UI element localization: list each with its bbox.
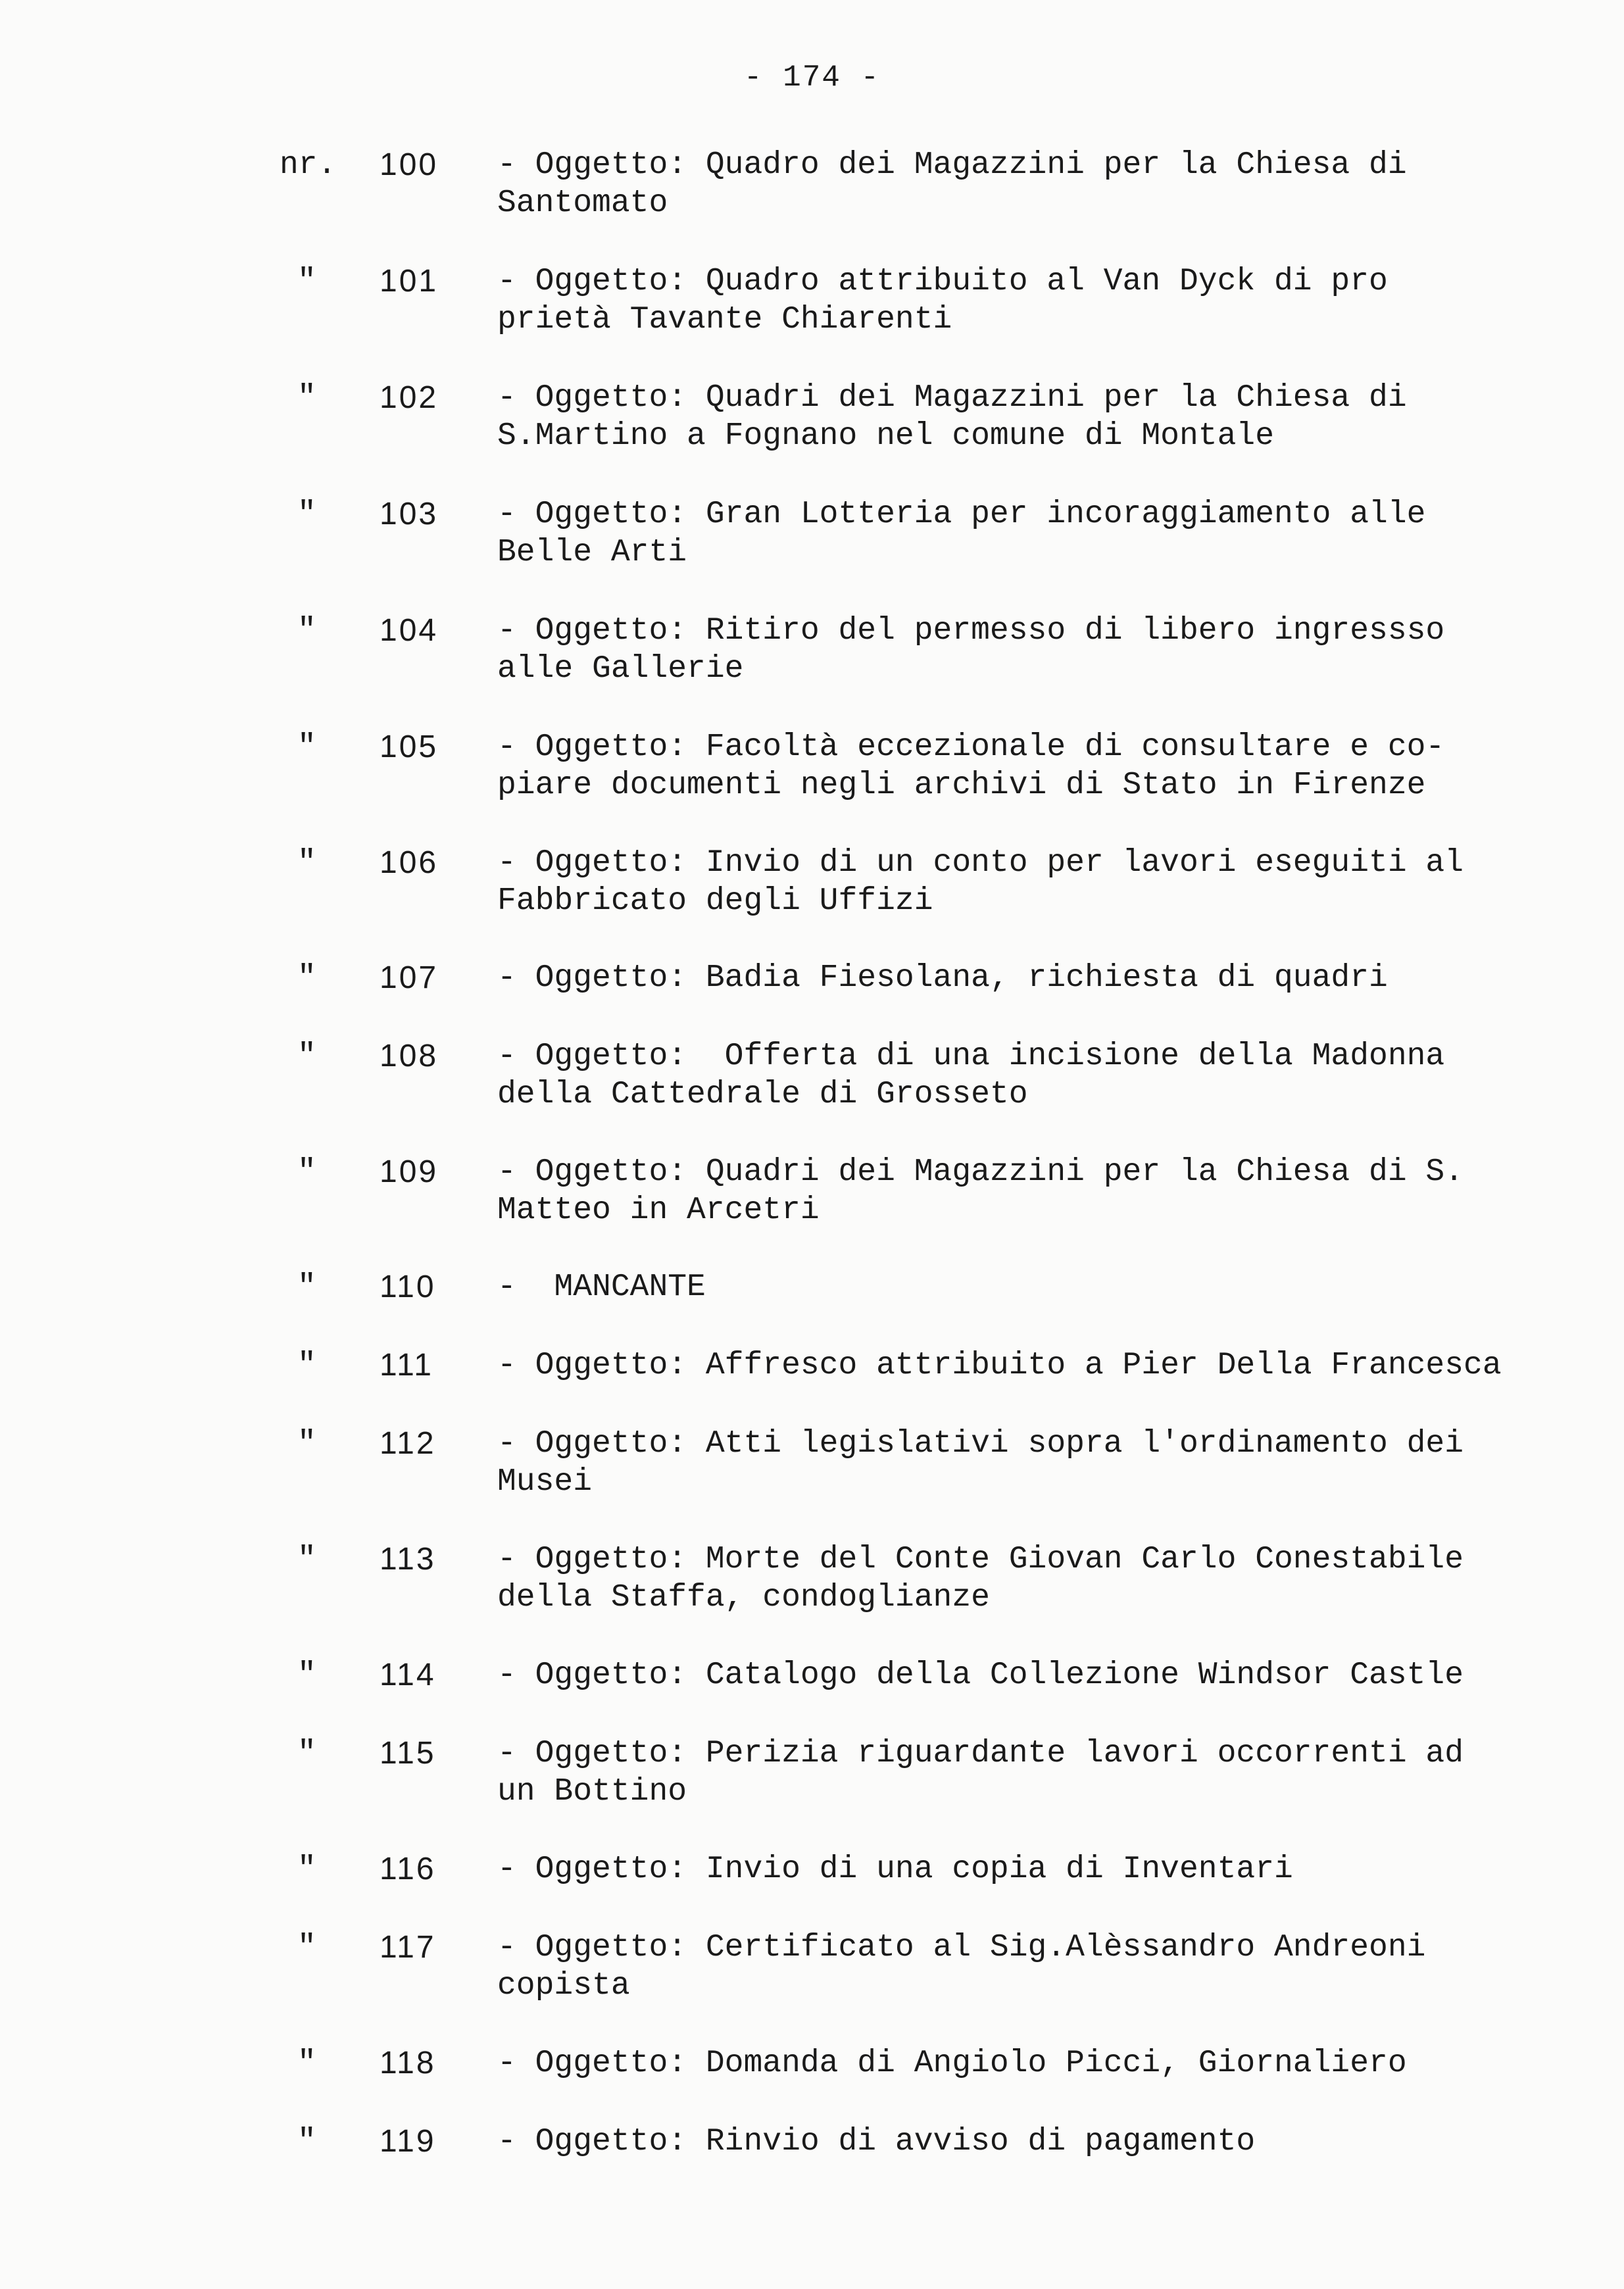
entry-number: 108 bbox=[380, 1039, 439, 1073]
entry-subject: - Oggetto: Invio di una copia di Inventari bbox=[497, 1852, 1293, 1887]
entry-subject: - Oggetto: Certificato al Sig.Alèssandro Andreoni bbox=[497, 1930, 1426, 1965]
ditto-mark: " bbox=[297, 1852, 316, 1887]
ditto-mark: " bbox=[297, 729, 316, 765]
entry-number: 118 bbox=[380, 2046, 436, 2080]
entry-number: 116 bbox=[380, 1852, 436, 1886]
entry-number: 101 bbox=[380, 264, 439, 299]
entry-number: 117 bbox=[380, 1930, 436, 1965]
ditto-mark: " bbox=[297, 845, 316, 881]
entry-subject-continuation: alle Gallerie bbox=[497, 651, 744, 687]
ditto-mark: " bbox=[297, 1930, 316, 1965]
ditto-mark: " bbox=[297, 1039, 316, 1074]
entry-number: 114 bbox=[380, 1658, 436, 1692]
entry-number: 113 bbox=[380, 1542, 436, 1577]
entry-number: 105 bbox=[380, 729, 439, 764]
ditto-mark: " bbox=[297, 1658, 316, 1693]
ditto-mark: " bbox=[297, 1542, 316, 1577]
entry-number: 100 bbox=[380, 147, 439, 182]
ditto-mark: " bbox=[297, 1426, 316, 1462]
entry-subject-continuation: piare documenti negli archivi di Stato in Firenze bbox=[497, 768, 1426, 803]
entry-number: 102 bbox=[380, 380, 439, 415]
ditto-mark: " bbox=[297, 264, 316, 299]
ditto-mark: " bbox=[297, 380, 316, 416]
entry-subject: - Oggetto: Rinvio di avviso di pagamento bbox=[497, 2124, 1256, 2159]
entry-subject: - Oggetto: Quadro dei Magazzini per la Chiesa di bbox=[497, 147, 1407, 183]
entry-subject: - Oggetto: Badia Fiesolana, richiesta di quadri bbox=[497, 960, 1388, 996]
entry-subject-continuation: Santomato bbox=[497, 185, 668, 221]
ditto-mark: " bbox=[297, 1736, 316, 1771]
entry-number: 109 bbox=[380, 1154, 439, 1189]
ditto-mark: " bbox=[297, 2046, 316, 2081]
entry-number: 104 bbox=[380, 613, 439, 648]
entry-subject-continuation: un Bottino bbox=[497, 1774, 687, 1809]
entry-subject-continuation: Belle Arti bbox=[497, 535, 687, 570]
ditto-mark: " bbox=[297, 1154, 316, 1190]
ditto-mark: " bbox=[297, 2124, 316, 2159]
entry-subject: - MANCANTE bbox=[497, 1269, 706, 1305]
entry-subject: - Oggetto: Catalogo della Collezione Windsor Castle bbox=[497, 1658, 1464, 1693]
entry-subject: - Oggetto: Morte del Conte Giovan Carlo Conestabile bbox=[497, 1542, 1464, 1577]
ditto-mark: " bbox=[297, 960, 316, 996]
entry-subject-continuation: Fabbricato degli Uffizi bbox=[497, 883, 933, 919]
ditto-mark: " bbox=[297, 613, 316, 649]
page-number: - 174 - bbox=[743, 61, 881, 95]
entry-subject-continuation: prietà Tavante Chiarenti bbox=[497, 302, 952, 337]
ditto-mark: " bbox=[297, 1269, 316, 1305]
entry-number: 115 bbox=[380, 1736, 436, 1771]
entry-number: 111 bbox=[380, 1348, 433, 1383]
entry-subject: - Oggetto: Quadri dei Magazzini per la Chiesa di bbox=[497, 380, 1407, 416]
entry-number: 103 bbox=[380, 497, 439, 531]
entry-number: 106 bbox=[380, 845, 439, 880]
entry-subject: - Oggetto: Gran Lotteria per incoraggiamento alle bbox=[497, 497, 1426, 532]
entry-number: 110 bbox=[380, 1269, 436, 1304]
entry-subject: - Oggetto: Quadri dei Magazzini per la Chiesa di S. bbox=[497, 1154, 1464, 1190]
entry-number: 119 bbox=[380, 2124, 436, 2159]
entry-subject: - Oggetto: Quadro attribuito al Van Dyck di pro bbox=[497, 264, 1388, 299]
ditto-mark: " bbox=[297, 1348, 316, 1383]
entry-subject-continuation: copista bbox=[497, 1968, 630, 2004]
entry-subject-continuation: della Cattedrale di Grosseto bbox=[497, 1077, 1028, 1112]
entry-subject: - Oggetto: Offerta di una incisione della Madonna bbox=[497, 1039, 1445, 1074]
ditto-mark: " bbox=[297, 497, 316, 532]
entry-subject: - Oggetto: Perizia riguardante lavori occorrenti ad bbox=[497, 1736, 1464, 1771]
number-prefix: nr. bbox=[280, 147, 337, 183]
entry-number: 112 bbox=[380, 1426, 436, 1461]
entry-subject-continuation: della Staffa, condoglianze bbox=[497, 1580, 990, 1615]
entry-number: 107 bbox=[380, 960, 439, 995]
entry-subject: - Oggetto: Domanda di Angiolo Picci, Giornaliero bbox=[497, 2046, 1407, 2081]
entry-subject: - Oggetto: Ritiro del permesso di libero ingressso bbox=[497, 613, 1445, 649]
entry-subject: - Oggetto: Atti legislativi sopra l'ordinamento dei bbox=[497, 1426, 1464, 1462]
entry-subject-continuation: Matteo in Arcetri bbox=[497, 1193, 820, 1228]
entry-subject: - Oggetto: Invio di un conto per lavori eseguiti al bbox=[497, 845, 1464, 881]
entry-subject-continuation: Musei bbox=[497, 1464, 593, 1500]
entry-subject-continuation: S.Martino a Fognano nel comune di Montale bbox=[497, 418, 1274, 454]
entry-subject: - Oggetto: Facoltà eccezionale di consultare e co- bbox=[497, 729, 1445, 765]
entry-subject: - Oggetto: Affresco attribuito a Pier Della Francesca bbox=[497, 1348, 1502, 1383]
